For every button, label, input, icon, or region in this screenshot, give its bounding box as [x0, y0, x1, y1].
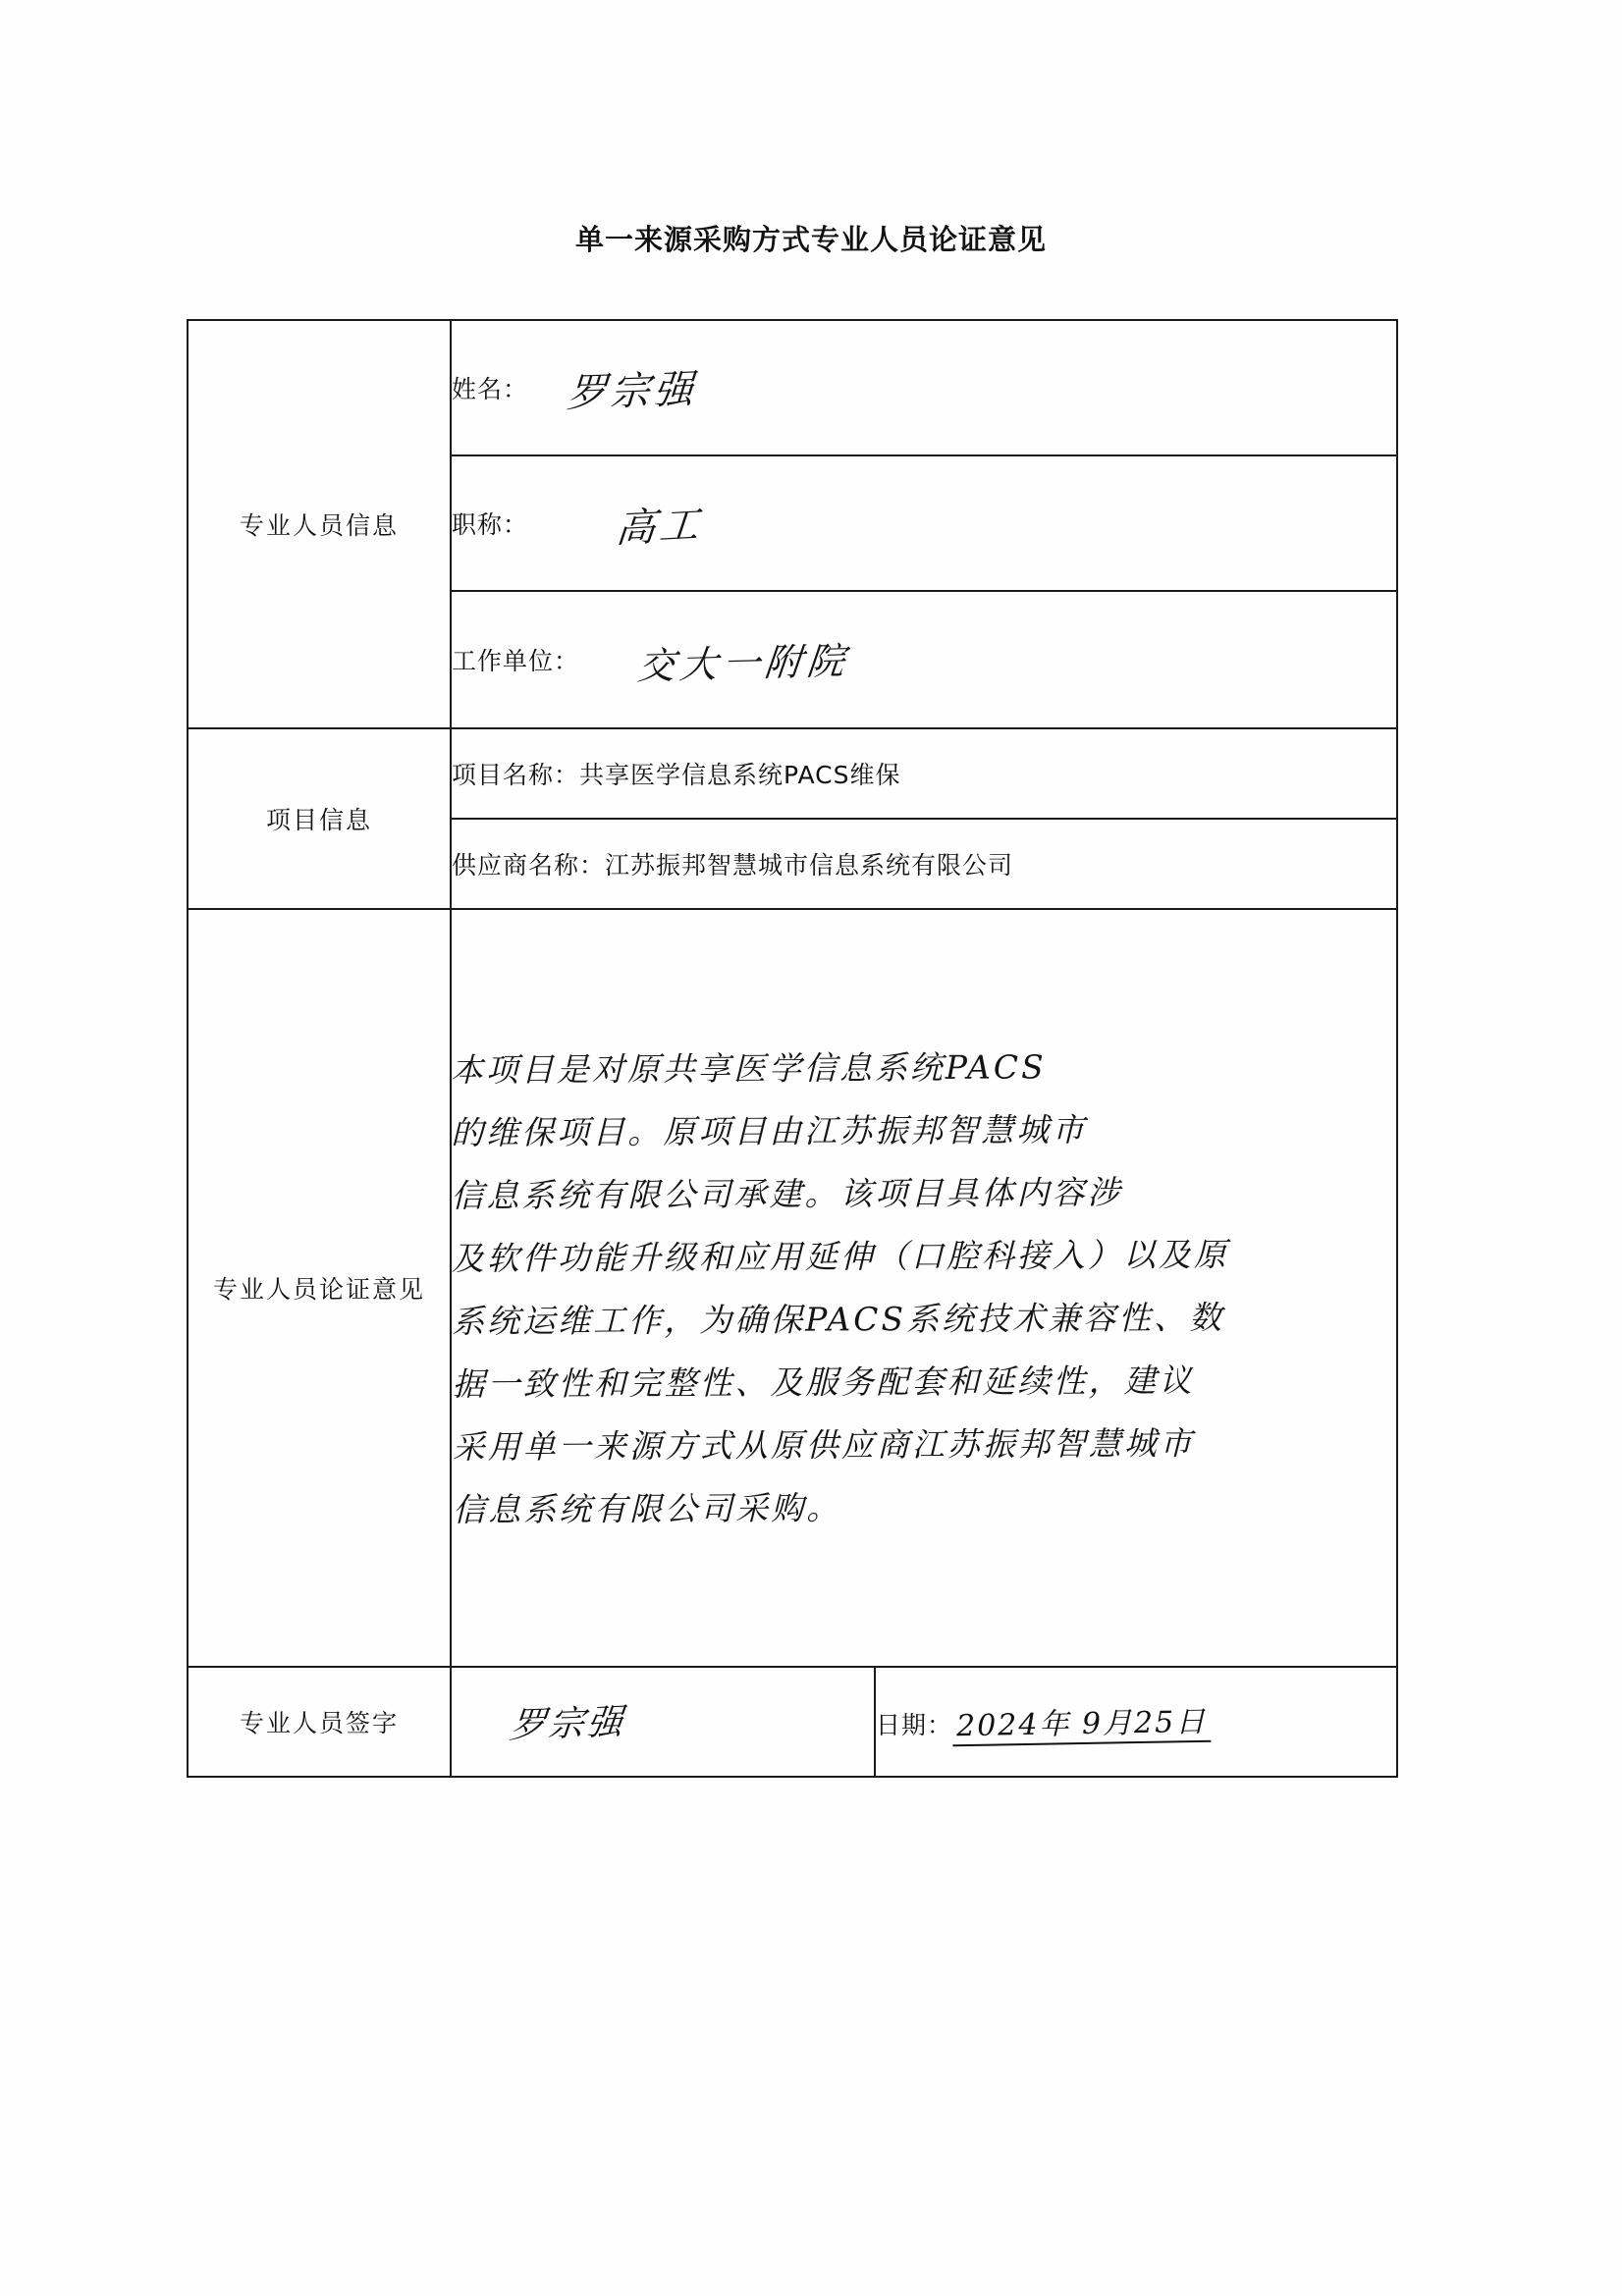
field-value-supplier-name: 江苏振邦智慧城市信息系统有限公司 [605, 851, 1014, 880]
page-title: 单一来源采购方式专业人员论证意见 [574, 223, 1047, 256]
opinion-line: 的维保项目。原项目由江苏振邦智慧城市 [451, 1110, 1088, 1152]
section-label-personal-info: 专业人员信息 [188, 320, 451, 728]
section-label-opinion: 专业人员论证意见 [188, 909, 451, 1667]
section-label-project-info: 项目信息 [188, 728, 451, 909]
field-label-job-title: 职称： [452, 510, 529, 539]
field-name [451, 320, 1397, 455]
opinion-line: 及软件功能升级和应用延伸（口腔科接入）以及原 [451, 1235, 1229, 1278]
opinion-line: 系统运维工作，为确保PACS系统技术兼容性、数 [452, 1298, 1225, 1341]
opinion-line: 信息系统有限公司承建。该项目具体内容涉 [451, 1172, 1123, 1215]
field-value-work-unit: 交大一附院 [635, 638, 852, 688]
opinion-line: 本项目是对原共享医学信息系统PACS [450, 1047, 1047, 1090]
signature-value: 罗宗强 [508, 1701, 628, 1746]
argument-opinion-form [187, 319, 1398, 1778]
opinion-line: 据一致性和完整性、及服务配套和延续性，建议 [452, 1361, 1195, 1404]
signature-label: 专业人员签字 [188, 1667, 451, 1777]
field-label-name: 姓名： [452, 375, 529, 403]
opinion-text-block [449, 906, 1399, 1669]
field-project-name [451, 728, 1397, 819]
table-row [188, 728, 1397, 819]
table-row [188, 320, 1397, 455]
table-row [188, 1667, 1397, 1777]
field-label-work-unit: 工作单位： [452, 647, 580, 675]
date-label: 日期： [876, 1711, 953, 1739]
field-work-unit [451, 591, 1397, 728]
field-value-job-title: 高工 [614, 502, 705, 552]
signature-date-cell [875, 1667, 1397, 1777]
opinion-line: 信息系统有限公司采购。 [453, 1488, 842, 1529]
date-value: 2024年 9月25日 [952, 1697, 1212, 1747]
field-value-name: 罗宗强 [565, 366, 699, 416]
signature-value-cell [451, 1667, 875, 1777]
field-label-supplier-name: 供应商名称： [452, 851, 606, 880]
opinion-line: 采用单一来源方式从原供应商江苏振邦智慧城市 [452, 1423, 1195, 1467]
field-value-project-name: 共享医学信息系统PACS维保 [579, 761, 901, 789]
field-supplier-name [451, 819, 1397, 909]
table-row [188, 909, 1397, 1667]
field-job-title [451, 455, 1397, 591]
field-label-project-name: 项目名称： [452, 761, 580, 789]
